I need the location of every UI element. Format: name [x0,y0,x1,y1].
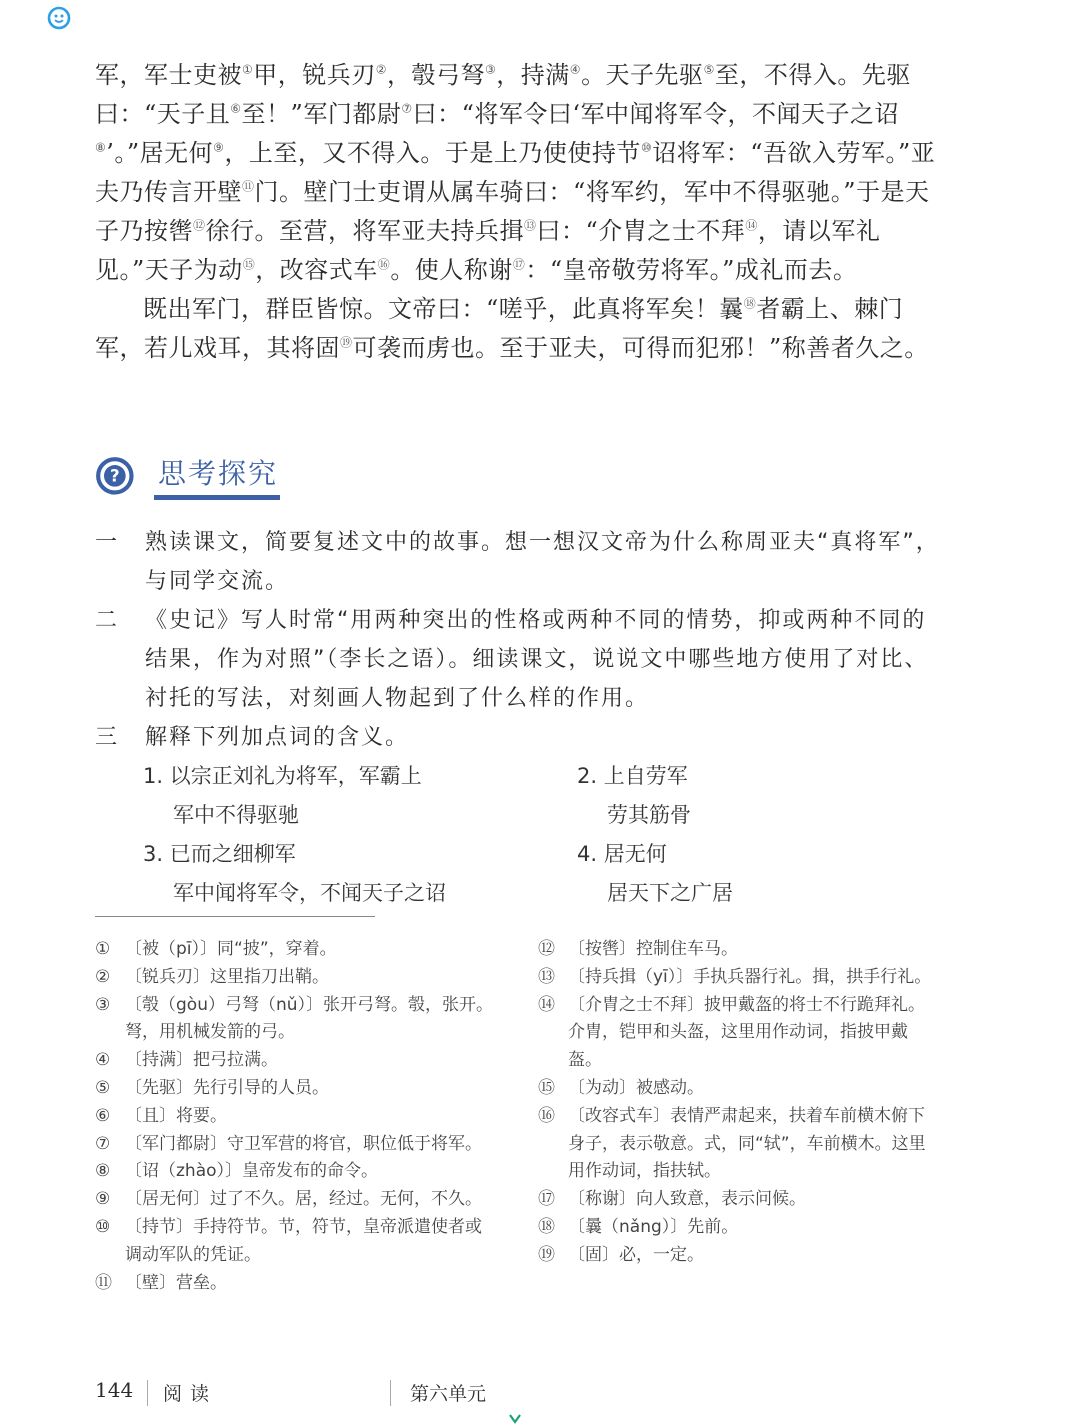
passage-paragraph-1: 军，军士吏被①甲，锐兵刃②，彀弓弩③，持满④。天子先驱⑤至，不得入。先驱曰：“天子且⑥至！”军门都尉⑦曰：“将军令曰‘军中闻将军令，不闻天子之诏⑧’。”居无何⑨，上至，又不得入。于是上乃使使持节⑩诏将军：“吾欲入劳军。”亚夫乃传言开壁⑪门。壁门士吏谓从属车骑曰：“将军约，军中不得驱驰。”于是天子乃按辔⑫徐行。至营，将军亚夫持兵揖⑬曰：“介胄之士不拜⑭，请以军礼见。”天子为动⑮，改容式车⑯。使人称谢⑰：“皇帝敬劳将军。”成礼而去。 [95,61,936,284]
exercise-line: 2. 上自劳军 [577,764,688,788]
question-1 [95,523,940,601]
footer-unit-name: 第六单元 [410,1383,487,1405]
exercise-line: 军中闻将军令，不闻天子之诏 [173,881,446,905]
footnote: ⑭ 〔介胄之士不拜〕披甲戴盔的将士不行跪拜礼。介胄，铠甲和头盔，这里用作动词，指披甲戴盔。 [538,994,925,1071]
smiley-app-icon[interactable] [47,6,71,30]
exercise-item-3 [143,835,446,913]
footnote: ③ 〔彀（gòu）弓弩（nǔ）〕张开弓弩。彀，张开。弩，用机械发箭的弓。 [95,994,494,1043]
footer-divider [147,1380,148,1406]
footnote: ⑩ 〔持节〕手持符节。节，符节，皇帝派遣使者或调动军队的凭证。 [95,1216,482,1265]
exercise-line: 3. 已而之细柳军 [143,842,296,866]
question-number: 二 [95,608,120,633]
exercise-item-1 [143,757,422,835]
question-circle-icon [94,455,144,505]
footnote: ② 〔锐兵刃〕这里指刀出鞘。 [95,966,329,987]
footnote: ⑲ 〔固〕必，一定。 [538,1244,704,1265]
footnote: ⑯ 〔改容式车〕表情严肃起来，扶着车前横木俯下身子，表示敬意。式，同“轼”，车前横木。这里用作动词，指扶轼。 [538,1105,926,1182]
notes-divider [95,916,375,917]
exercise-line: 居天下之广居 [607,881,733,905]
footnote: ⑱ 〔曩（nǎng）〕先前。 [538,1216,739,1237]
footer-section-name: 阅读 [163,1383,218,1405]
question-text: 熟读课文，简要复述文中的故事。想一想汉文帝为什么称周亚夫“真将军”，与同学交流。 [145,530,940,594]
question-text: 《史记》写人时常“用两种突出的性格或两种不同的情势，抑或两种不同的结果，作为对照”（李长之语）。细读课文，说说文中哪些地方使用了对比、衬托的写法，对刻画人物起到了什么样的作用。 [145,608,929,711]
section-title-underline [154,495,280,500]
question-2 [95,601,940,718]
exercise-line: 军中不得驱驰 [173,803,299,827]
question-3 [95,718,940,757]
page-number: 144 [95,1378,134,1402]
footnote: ⑮ 〔为动〕被感动。 [538,1077,704,1098]
footnote: ① 〔被（pī）〕同“披”，穿着。 [95,939,337,959]
footnote: ⑤ 〔先驱〕先行引导的人员。 [95,1077,329,1098]
footnote: ⑫ 〔按辔〕控制住车马。 [538,939,738,959]
svg-text:?: ? [109,466,120,486]
exercise-line: 劳其筋骨 [607,803,691,827]
footnote: ⑥ 〔且〕将要。 [95,1105,227,1126]
arrow-down-icon[interactable] [508,1414,522,1424]
passage [95,56,940,368]
notes-left-column [95,936,495,1297]
footnote: ⑧ 〔诏（zhào）〕皇帝发布的命令。 [95,1161,379,1182]
question-text: 解释下列加点词的含义。 [145,725,410,750]
exercise-item-2 [577,757,691,835]
footnote: ④ 〔持满〕把弓拉满。 [95,1050,278,1071]
footnote: ⑨ 〔居无何〕过了不久。居，经过。无何，不久。 [95,1189,482,1210]
question-number: 三 [95,725,120,750]
page-footer [95,1378,595,1408]
section-title: 思考探究 [158,457,279,490]
footnote: ⑬ 〔持兵揖（yī）〕手执兵器行礼。揖，拱手行礼。 [538,966,932,987]
footer-divider [390,1380,391,1406]
footnote: ⑦ 〔军门都尉〕守卫军营的将官，职位低于将军。 [95,1133,482,1154]
notes-right-column [538,936,940,1270]
passage-paragraph-2: 既出军门，群臣皆惊。文帝曰：“嗟乎，此真将军矣！曩⑱者霸上、棘门军，若儿戏耳，其将固⑲可袭而虏也。至于亚夫，可得而犯邪！”称善者久之。 [95,295,929,362]
footnote: ⑰ 〔称谢〕向人致意，表示问候。 [538,1189,806,1210]
footnote: ⑪ 〔壁〕营垒。 [95,1272,227,1293]
exercise-item-4 [577,835,733,913]
exercise-line: 4. 居无何 [577,842,667,866]
exercise-line: 1. 以宗正刘礼为将军，军霸上 [143,764,422,788]
question-number: 一 [95,530,120,555]
